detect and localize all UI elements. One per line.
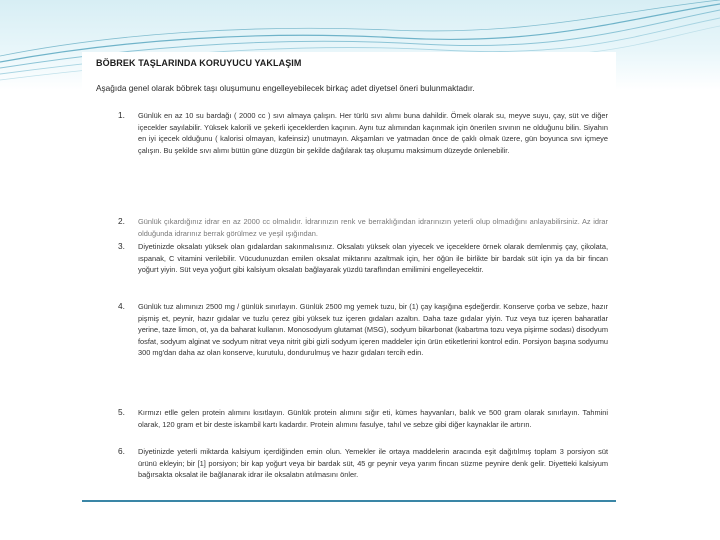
list-item-number: 5.	[118, 407, 125, 417]
list-item-number: 2.	[118, 216, 125, 226]
list-item-number: 1.	[118, 110, 125, 120]
list-item	[96, 407, 611, 442]
list-item-text: Diyetinizde yeterli miktarda kalsiyum içerdiğinden emin olun. Yemekler ile ortaya maddelerin aracında eşit dağıtılmış toplam 3 porsiyon süt ürünü ekleyin; bir [1] porsiyon; bir kap yoğurt veya bir bardak süt, 45 gr peynir veya yarım fincan süzme peynire denk gelir. Diyetteki kalsiyum bağırsakta oksalat ile bağlanarak idrar ile oksalatın atılmasını önler.	[138, 447, 608, 480]
recommendation-list	[96, 110, 611, 493]
list-item-text: Günlük tuz alımınızı 2500 mg / günlük sınırlayın. Günlük 2500 mg yemek tuzu, bir (1) çay kaşığına eşdeğerdir. Konserve çorba ve sebze, hazır pişmiş et, peynir, hazır gıdalar ve tuzlu çerez gibi yüksek tuz içeren gıdaları azaltın. Daha taze gıdalar yiyin. Tuz veya tuz içeren baharatlar yerine, taze limon, ot, ya da baharat kullanın. Monosodyum glutamat (MSG), sodyum bikarbonat (kabartma tozu veya pişirme sodası) disodyum fosfat, sodyum alginat ve sodyum nitrat veya nitrit gibi gizli sodyum içeren maddeler için ürün etiketlerini kontrol edin. Porsiyon başına sodyumu 300 mg'dan daha az olan konserve, kurutulu, dondurulmuş ve hazır gıdaları tercih edin.	[138, 302, 608, 358]
list-item-text: Günlük en az 10 su bardağı ( 2000 cc ) sıvı almaya çalışın. Her türlü sıvı alımı buna dahildir. Örnek olarak su, meyve suyu, çay, süt ve diğer içecekler sayılabilir. Yüksek kalorili ve şekerli içeceklerden kaçının. Aynı tuz alımından kaçınmak için önerilen sıvının ne olduğunu bilin. Siyahın en iyi içecek olduğunu ( kalorisi olmayan, kafeinsiz) unutmayın. Akşamları ve yatmadan önce de çaklı olmak üzere, gün boyunca sıvı içmeye çalışın. Bu şekilde sıvı alımı bütün güne düzgün bir şekilde dağılarak taş oluşumu maksimum düzeyde önlenebilir.	[138, 111, 608, 155]
list-item-text: Kırmızı etlle gelen protein alımını kısıtlayın. Günlük protein alımını sığır eti, kümes hayvanları, balık ve 500 gram olarak sınırlayın. Tahmini olarak, 120 gram et bir deste iskambil kartı kadardır. Protein alımını fasulye, tahıl ve sebze gibi diğer kaynaklar ile artırın.	[138, 408, 608, 429]
document-intro: Aşağıda genel olarak böbrek taşı oluşumunu engelleyebilecek birkaç adet diyetsel öneri bulunmaktadır.	[96, 83, 475, 93]
document-page	[82, 52, 616, 502]
list-item	[96, 241, 611, 299]
list-item	[96, 301, 611, 405]
list-item-number: 6.	[118, 446, 125, 456]
list-item-number: 3.	[118, 241, 125, 251]
list-item-number: 4.	[118, 301, 125, 311]
list-item	[96, 446, 611, 493]
document-title: BÖBREK TAŞLARINDA KORUYUCU YAKLAŞIM	[96, 58, 302, 68]
list-item-text: Diyetinizde oksalatı yüksek olan gıdalardan sakınmalısınız. Oksalatı yüksek olan yiyecek ve içeceklere örnek olarak demlenmiş çay, çikolata, ıspanak, C vitamini verilebilir. Vücudunuzdan emilen oksalat miktarını azaltmak için, her öğün ile birlikte bir bardak süt için ya da bir fincan yoğurt yiyin. Süt veya yoğurt gibi kalsiyum oksalatı bağlayarak yüzdü taraflından emilimini engelleyecektir.	[138, 242, 608, 275]
list-item	[96, 216, 611, 239]
list-item-text: Günlük çıkardığınız idrar en az 2000 cc olmalıdır. İdrarınızın renk ve berraklığından idrarınızın yeterli olup olmadığını anlayabilirsiniz. Az idrar olduğunda idrarınız berrak görülmez ve yeşil ışığından.	[138, 217, 608, 238]
bottom-divider	[82, 500, 616, 502]
list-item	[96, 110, 611, 214]
